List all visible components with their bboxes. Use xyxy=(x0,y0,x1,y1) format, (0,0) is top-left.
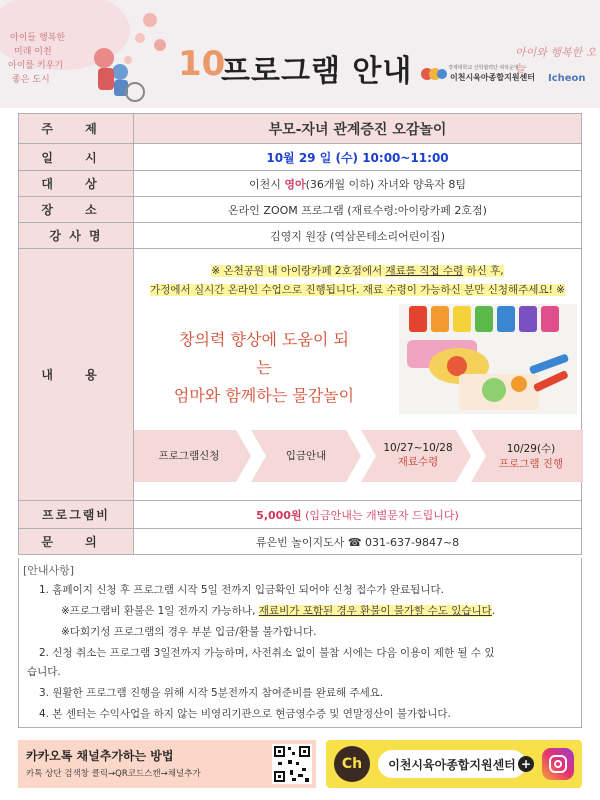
row-target xyxy=(19,171,582,197)
flow-pickup-label: 재료수령 xyxy=(397,456,439,468)
qr-code-icon[interactable] xyxy=(272,744,312,784)
value-content xyxy=(134,249,582,501)
content-headline xyxy=(134,326,394,410)
program-number: 10 xyxy=(178,44,226,84)
value-target xyxy=(134,171,582,197)
target-post: (36개월 이하) 자녀와 양육자 8팀 xyxy=(305,177,467,191)
program-info-table xyxy=(18,113,582,555)
instagram-icon[interactable] xyxy=(542,748,574,780)
fee-note: (입금안내는 개별문자 드립니다) xyxy=(301,508,459,522)
kakao-channel-banner[interactable] xyxy=(326,740,582,788)
process-flow xyxy=(134,430,583,482)
label-place: 장 소 xyxy=(19,197,134,223)
svg-text:좋은 도시: 좋은 도시 xyxy=(12,75,50,85)
notice-line-1: 1. 홈페이지 신청 후 프로그램 시작 5일 전까지 입금확인 되어야 신청 접수가 완료됩니다. xyxy=(39,584,444,596)
notice-line2-c: . xyxy=(491,605,496,617)
content-area xyxy=(134,256,581,494)
notice-line-4b: 습니다. xyxy=(27,666,61,678)
value-contact: 류은빈 놀이지도사 ☎ 031-637-9847~8 xyxy=(134,529,582,555)
city-logo-text: Icheon xyxy=(548,73,586,84)
kakao-guide-title: 카카오톡 채널추가하는 방법 xyxy=(26,749,174,763)
row-topic xyxy=(19,114,582,144)
instagram-lens xyxy=(554,760,562,768)
center-logo-icon xyxy=(420,64,448,84)
flow-run-date: 10/29(수) xyxy=(506,442,556,455)
row-fee xyxy=(19,501,582,529)
flow-step-apply: 프로그램신청 xyxy=(158,450,220,462)
notice-line-5: 3. 원활한 프로그램 진행을 위해 시작 5분전까지 참여준비를 완료해 주세요. xyxy=(39,687,384,699)
org-name: 이천시육아종합지원센터 xyxy=(450,73,536,82)
family-illustration xyxy=(0,0,175,108)
kakao-guide-steps: 카톡 상단 검색창 클릭→QR코드스캔→채널추가 xyxy=(26,769,201,779)
value-date: 10월 29 일 (수) 10:00~11:00 xyxy=(134,144,582,171)
row-place xyxy=(19,197,582,223)
row-instructor xyxy=(19,223,582,249)
note-line2: 가정에서 실시간 온라인 수업으로 진행됩니다. 재료 수령이 가능하신 분만 신청해주세요! ※ xyxy=(150,283,565,296)
target-pre: 이천시 xyxy=(248,177,285,191)
svg-text:아이를 키우기: 아이를 키우기 xyxy=(8,61,64,71)
notice-line-6: 4. 본 센터는 수익사업을 하지 않는 비영리기관으로 현금영수증 및 연말정산이 불가합니다. xyxy=(39,708,451,720)
flow-run-label: 프로그램 진행 xyxy=(498,457,564,470)
value-instructor: 김영지 원장 (역삼몬테소리어린이집) xyxy=(134,223,582,249)
svg-text:미래 이천: 미래 이천 xyxy=(14,47,52,57)
flow-step-payment: 입금안내 xyxy=(285,450,327,462)
headline-line3: 엄마와 함께하는 물감놀이 xyxy=(173,385,355,405)
row-contact xyxy=(19,529,582,555)
target-emphasis: 영아 xyxy=(284,177,306,191)
flow-step-run xyxy=(479,430,583,482)
value-place: 온라인 ZOOM 프로그램 (재료수령:아이랑카페 2호점) xyxy=(134,197,582,223)
flow-pickup-date: 10/27~10/28 xyxy=(383,442,453,454)
label-topic: 주 제 xyxy=(19,114,134,144)
notice-line-2 xyxy=(61,603,495,619)
note-line1-b: 재료를 직접 수령 xyxy=(385,264,464,277)
notice-line-4: 2. 신청 취소는 프로그램 3일전까지 가능하며, 사전취소 없이 불참 시에는 다음 이용이 제한 될 수 있 xyxy=(39,647,495,659)
headline-line2: 는 xyxy=(256,357,272,377)
label-content: 내 용 xyxy=(19,249,134,501)
notice-title: [안내사항] xyxy=(23,564,75,577)
value-fee xyxy=(134,501,582,529)
notice-line2-a: ※프로그램비 환불은 1일 전까지 가능하나, xyxy=(61,605,259,617)
script-slogan: 아이와 행복한 오늘 xyxy=(515,46,597,75)
row-content xyxy=(19,249,582,501)
header-banner xyxy=(0,0,600,108)
notice-line-3: ※다회기성 프로그램의 경우 부분 입금/환불 불가합니다. xyxy=(61,626,317,638)
paint-play-photo xyxy=(399,304,577,414)
add-channel-icon[interactable]: + xyxy=(518,756,534,772)
label-instructor: 강 사 명 xyxy=(19,223,134,249)
note-line1-a: ※ 온천공원 내 아이랑카페 2호점에서 xyxy=(211,264,386,277)
row-date xyxy=(19,144,582,171)
kakao-channel-icon[interactable]: Ch xyxy=(334,746,370,782)
label-target: 대 상 xyxy=(19,171,134,197)
label-contact: 문 의 xyxy=(19,529,134,555)
notice-line2-b: 재료비가 포함된 경우 환불이 불가할 수도 있습니다 xyxy=(258,605,492,617)
flow-step-pickup xyxy=(368,430,468,482)
note-line1 xyxy=(211,265,503,277)
org-subtitle: 경제대학교 산학협력단 위탁운영 xyxy=(448,65,519,71)
content-note xyxy=(134,262,581,300)
fee-amount: 5,000원 xyxy=(256,508,302,522)
page-title: 프로그램 안내 xyxy=(221,54,413,89)
svg-text:아이들 행복한: 아이들 행복한 xyxy=(10,33,66,43)
value-topic: 부모-자녀 관계증진 오감놀이 xyxy=(134,114,582,144)
kakao-guide-banner xyxy=(18,740,316,788)
channel-name[interactable]: 이천시육아종합지원센터 xyxy=(378,750,526,778)
label-fee: 프로그램비 xyxy=(19,501,134,529)
label-date: 일 시 xyxy=(19,144,134,171)
note-line1-c: 하신 후, xyxy=(463,264,504,277)
notice-box xyxy=(18,558,582,728)
headline-line1: 창의력 향상에 도움이 되 xyxy=(179,329,349,349)
